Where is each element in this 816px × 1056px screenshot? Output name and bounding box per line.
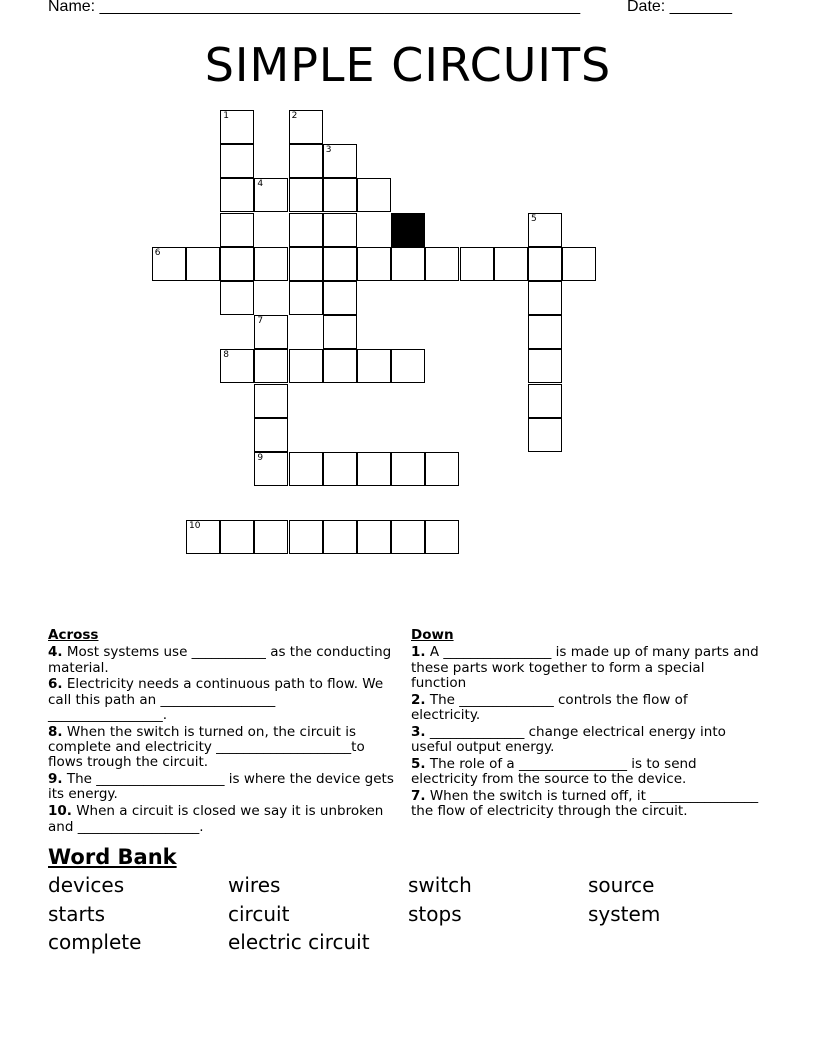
clue-number: 5 bbox=[531, 213, 537, 224]
crossword-cell[interactable] bbox=[323, 213, 357, 247]
down-clue bbox=[411, 757, 761, 788]
crossword-cell[interactable] bbox=[254, 452, 288, 486]
clue-text: ______________ change electrical energy into useful output energy. bbox=[411, 723, 726, 756]
clue-text: Electricity needs a continuous path to flow. We call this path an _________________ _________________. bbox=[48, 676, 384, 723]
crossword-cell[interactable] bbox=[391, 247, 425, 281]
word-bank-title: Word Bank bbox=[48, 845, 177, 869]
crossword-cell[interactable] bbox=[528, 213, 562, 247]
across-clue bbox=[48, 645, 396, 676]
crossword-cell[interactable] bbox=[289, 178, 323, 212]
crossword-cell[interactable] bbox=[357, 178, 391, 212]
crossword-cell[interactable] bbox=[425, 520, 459, 554]
down-clue-list bbox=[411, 645, 761, 819]
clue-text: The role of a ________________ is to send electricity from the source to the device. bbox=[411, 755, 697, 788]
crossword-cell[interactable] bbox=[220, 144, 254, 178]
clue-number: 1. bbox=[411, 644, 426, 661]
crossword-cell[interactable] bbox=[323, 281, 357, 315]
clue-number: 7. bbox=[411, 787, 426, 804]
clue-text: When the switch is turned on, the circuit is complete and electricity ____________________to flows trough the circuit. bbox=[48, 723, 365, 771]
crossword-cell[interactable] bbox=[289, 281, 323, 315]
crossword-cell[interactable] bbox=[254, 247, 288, 281]
crossword-cell[interactable] bbox=[494, 247, 528, 281]
clue-number: 1 bbox=[223, 111, 229, 121]
crossword-cell[interactable] bbox=[254, 315, 288, 349]
crossword-cell[interactable] bbox=[528, 247, 562, 281]
crossword-cell[interactable] bbox=[323, 144, 357, 178]
crossword-cell[interactable] bbox=[323, 520, 357, 554]
crossword-cell[interactable] bbox=[289, 144, 323, 178]
word-bank-word: circuit bbox=[228, 901, 290, 926]
name-field[interactable]: Name: ______________________________________________________ bbox=[48, 0, 581, 15]
blocked-cell bbox=[391, 213, 425, 247]
crossword-cell[interactable] bbox=[289, 349, 323, 383]
crossword-cell[interactable] bbox=[323, 247, 357, 281]
crossword-cell[interactable] bbox=[425, 452, 459, 486]
across-heading: Across bbox=[48, 627, 99, 643]
crossword-cell[interactable] bbox=[289, 110, 323, 144]
crossword-cell[interactable] bbox=[562, 247, 596, 281]
clue-number: 8. bbox=[48, 723, 63, 740]
word-bank-word: electric circuit bbox=[228, 930, 370, 954]
word-bank-word: complete bbox=[48, 930, 142, 954]
across-clues bbox=[48, 628, 396, 836]
clue-number: 10 bbox=[189, 521, 201, 532]
word-bank-word: source bbox=[588, 873, 655, 897]
word-bank-word: stops bbox=[408, 901, 462, 926]
across-clue bbox=[48, 725, 396, 771]
crossword-cell[interactable] bbox=[254, 178, 288, 212]
crossword-cell[interactable] bbox=[528, 384, 562, 418]
clue-number: 3 bbox=[325, 145, 332, 156]
crossword-cell[interactable] bbox=[220, 281, 254, 315]
across-clue bbox=[48, 772, 396, 803]
down-clues bbox=[411, 628, 761, 821]
clue-number: 4 bbox=[257, 179, 264, 190]
down-clue bbox=[411, 693, 761, 724]
clue-text: When the switch is turned off, it ________________ the flow of electricity through the circuit. bbox=[411, 787, 759, 820]
crossword-cell[interactable] bbox=[357, 247, 391, 281]
clue-number: 2. bbox=[411, 691, 426, 708]
crossword-cell[interactable] bbox=[323, 178, 357, 212]
clue-number: 9 bbox=[257, 453, 264, 463]
word-bank-word: wires bbox=[228, 873, 281, 897]
crossword-cell[interactable] bbox=[323, 315, 357, 349]
word-bank-word: system bbox=[588, 901, 661, 926]
crossword-cell[interactable] bbox=[357, 520, 391, 554]
crossword-cell[interactable] bbox=[186, 247, 220, 281]
down-clue bbox=[411, 645, 761, 691]
across-clue bbox=[48, 677, 396, 723]
clue-text: A ________________ is made up of many parts and these parts work together to form a special function bbox=[411, 644, 759, 691]
crossword-cell[interactable] bbox=[220, 349, 254, 383]
crossword-cell[interactable] bbox=[289, 213, 323, 247]
clue-number: 10. bbox=[48, 803, 72, 820]
clue-number: 3. bbox=[411, 723, 426, 740]
crossword-cell[interactable] bbox=[254, 418, 288, 452]
crossword-cell[interactable] bbox=[528, 418, 562, 452]
crossword-cell[interactable] bbox=[323, 452, 357, 486]
crossword-cell[interactable] bbox=[152, 247, 186, 281]
page-title: SIMPLE CIRCUITS bbox=[204, 38, 612, 92]
clue-number: 7 bbox=[257, 316, 264, 327]
crossword-cell[interactable] bbox=[323, 349, 357, 383]
crossword-cell[interactable] bbox=[460, 247, 494, 281]
crossword-cell[interactable] bbox=[254, 384, 288, 418]
down-heading: Down bbox=[411, 627, 454, 643]
across-clue bbox=[48, 804, 396, 835]
clue-text: When a circuit is closed we say it is unbroken and __________________. bbox=[48, 803, 384, 835]
crossword-cell[interactable] bbox=[220, 213, 254, 247]
clue-number: 2 bbox=[291, 111, 298, 121]
clue-text: Most systems use ___________ as the conducting material. bbox=[48, 644, 392, 676]
crossword-cell[interactable] bbox=[289, 452, 323, 486]
crossword-cell[interactable] bbox=[528, 349, 562, 383]
clue-number: 8 bbox=[223, 350, 229, 361]
crossword-cell[interactable] bbox=[220, 520, 254, 554]
crossword-cell[interactable] bbox=[254, 349, 288, 383]
crossword-cell[interactable] bbox=[425, 247, 459, 281]
crossword-cell[interactable] bbox=[528, 315, 562, 349]
clue-number: 9. bbox=[48, 771, 63, 788]
clue-number: 6. bbox=[48, 676, 63, 693]
crossword-cell[interactable] bbox=[528, 281, 562, 315]
crossword-cell[interactable] bbox=[391, 349, 425, 383]
clue-number: 5. bbox=[411, 755, 426, 772]
crossword-cell[interactable] bbox=[220, 247, 254, 281]
across-clue-list bbox=[48, 645, 396, 835]
crossword-cell[interactable] bbox=[254, 520, 288, 554]
crossword-cell[interactable] bbox=[220, 110, 254, 144]
word-bank bbox=[48, 873, 768, 955]
clue-number: 4. bbox=[48, 644, 63, 661]
crossword-cell[interactable] bbox=[357, 349, 391, 383]
crossword-cell[interactable] bbox=[220, 178, 254, 212]
down-clue bbox=[411, 725, 761, 756]
word-bank-word: switch bbox=[408, 873, 472, 897]
crossword-cell[interactable] bbox=[391, 452, 425, 486]
date-field[interactable]: Date: _______ bbox=[627, 0, 732, 15]
clue-number: 6 bbox=[154, 247, 161, 258]
crossword-cell[interactable] bbox=[289, 247, 323, 281]
crossword-cell[interactable] bbox=[391, 520, 425, 554]
word-bank-word: starts bbox=[48, 901, 106, 926]
clue-text: The ______________ controls the flow of electricity. bbox=[411, 691, 688, 723]
clue-text: The ___________________ is where the device gets its energy. bbox=[48, 771, 394, 803]
word-bank-word: devices bbox=[48, 873, 125, 897]
crossword-cell[interactable] bbox=[357, 452, 391, 486]
down-clue bbox=[411, 789, 761, 820]
crossword-cell[interactable] bbox=[186, 520, 220, 554]
crossword-cell[interactable] bbox=[289, 520, 323, 554]
